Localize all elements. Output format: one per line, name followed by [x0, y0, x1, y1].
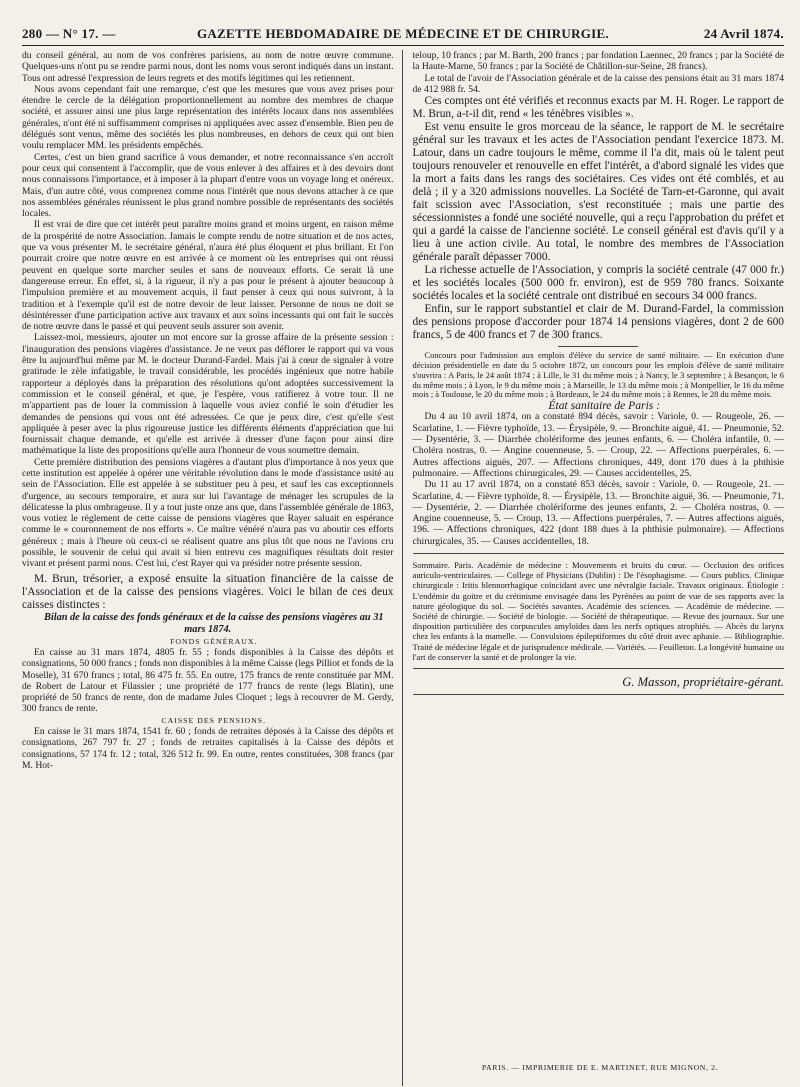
- paragraph: Enfin, sur le rapport substantiel et clair de M. Durand-Fardel, la commission des pensions propose d'accorder pour 1874 14 pensions viagères, dont 2 de 600 francs, 5 de 400 francs et 7 de 300 francs.: [412, 303, 784, 342]
- right-column: [402, 50, 785, 1086]
- paragraph: Certes, c'est un bien grand sacrifice à vous demander, et notre reconnaissance s'en accroît pour ceux qui consentent à l'accomplir, que de vous enlever à des affaires et à des devoirs dont nous connaissons l'importance, et à imposer à la plupart d'entre vous un voyage long et onéreux. Mais, d'un autre côté, vous comprenez comme nous l'intérêt que nous devons attacher à ce que nos assemblées générales réunissent le plus grand nombre possible de représentants des sociétés locales.: [22, 151, 394, 220]
- paragraph: En caisse au 31 mars 1874, 4805 fr. 55 ; fonds disponibles à la Caisse des dépôts et consignations, 50 000 francs ; fonds non disponibles à la même Caisse (legs Pilliot et fonds de la Moselle), 31 670 francs ; total, 86 475 fr. 55. En outre, 175 francs de rente constituée par MM. de Robert de Latour et Filassier ; une propriété de 177 francs de rente (legs Blatin), une propriété de 50 francs de rente, don de madame Jules Cloquet ; legs à recouvrer de M. Gerdy, 300 francs de rente.: [22, 646, 394, 715]
- paragraph: Du 4 au 10 avril 1874, on a constaté 894 décès, savoir : Variole, 0. — Rougeole, 26. — Scarlatine, 1. — Fièvre typhoïde, 13. — Érysipèle, 9. — Bronchite aiguë, 41. — Pneumonie, 52. — Dysentérie, 3. — Diarrhée cholériforme des jeunes enfants, 6. — Choléra infantile, 0. — Choléra nostras, 0. — Angine couenneuse, 5. — Croup, 22. — Affections puerpérales, 6. — Autres affections aiguës, 207. — Affections chroniques, 449, dont 170 dues à la phthisie pulmonaire. — Affections chirurgicales, 29. — Causes accidentelles, 25.: [412, 411, 784, 479]
- paragraph: La richesse actuelle de l'Association, y compris la société centrale (47 000 fr.) et les sociétés locales (500 000 fr. environ), est de 959 780 francs. Soixante sociétés locales et la société centrale ont distribué en secours 34 000 francs.: [412, 264, 784, 303]
- paragraph: Nous avons cependant fait une remarque, c'est que les mesures que vous avez prises pour étendre le cercle de la délégation proportionnellement au nombre des membres de chaque société, et assurer ainsi une plus large représentation des intérêts locaux dans nos assemblées générales, n'ont été ni suffisamment comprises ni appliquées avec assez d'ensemble. Bien peu de délégués sont venus, même des sociétés les plus nombreuses, en dehors de ceux qui ont bien voulu remplacer MM. les présidents empêchés.: [22, 83, 394, 152]
- paragraph: Laissez-moi, messieurs, ajouter un mot encore sur la grosse affaire de la présente session : l'inauguration des pensions viagères d'assistance. Je ne veux pas déflorer le rapport qui va vous être lu aujourd'hui même par M. le docteur Durand-Fardel. Mais j'ai à cœur de signaler à votre gratitude le zèle infatigable, le travail considérable, les procédés ingénieux que notre habile rapporteur a déployés dans la préparation des résolutions qu'ont adoptées successivement la commission et le conseil général, et que, je l'espère, vous ratifierez à votre tour. Il ne m'appartient pas de louer la commission à laquelle vous aviez confié le soin d'étudier les demandes de pensions qui vous ont été adressées. Ce que je peux dire, c'est qu'elle s'est appliquée à peser avec la plus rigoureuse justice les différents éléments d'appréciation que lui fournissait chaque demande, et qu'elle est arrivée à dresser d'une façon pour ainsi dire mathématique la liste des propositions qu'elle aura l'honneur de vous soumettre demain.: [22, 332, 394, 457]
- sommaire: Sommaire. Paris. Académie de médecine : Mouvements et bruits du cœur. — Occlusion des orifices auriculo-ventriculaires. — College of Physicians (Dublin) : De l'ésophagisme. — Cours publics. Clinique chirurgicale : Iritis blennorrhagique coïncidant avec une névralgie faciale. Travaux originaux. Étiologie : L'endémie du goitre et du crétinisme envisagée dans les Pyrénées au point de vue de ses rapports avec la nature géologique du sol. — Sociétés savantes. Académie des sciences. — Académie de médecine. — Société de chirurgie. — Société de biologie. — Société de thérapeutique. — Revue des journaux. Sur une disposition particulière des corpuscules amyloïdes dans les nerfs optiques atrophiés. — Abcès du larynx chez les enfants à la mamelle. — Convulsions épileptiformes du côté droit avec aphasie. — Bibliographie. Traité de médecine légale et de jurisprudence médicale. — Variétés. — Feuilleton. La longévité humaine ou l'art de conserver la santé et de prolonger la vie.: [412, 560, 784, 662]
- divider: [413, 553, 785, 554]
- paragraph-treasurer: M. Brun, trésorier, a exposé ensuite la situation financière de la caisse de l'Association et de la caisse des pensions viagères. Voici le bilan de ces deux caisses distinctes :: [22, 572, 394, 611]
- paragraph: Du 11 au 17 avril 1874, on a constaté 853 décès, savoir : Variole, 0. — Rougeole, 21. — Scarlatine, 4. — Fièvre typhoïde, 8. — Érysipèle, 13. — Bronchite aiguë, 36. — Pneumonie, 71. — Dysentérie, 2. — Diarrhée cholériforme des jeunes enfants, 2. — Choléra nostras, 0. — Angine couenneuse, 5. — Croup, 13. — Affections puerpérales, 7. — Autres affections aiguës, 196. — Affections chroniques, 422 (dont 188 dues à la phthisie pulmonaire). — Affections chirurgicales, 35. — Causes accidentelles, 18.: [412, 479, 784, 547]
- page-number: 280 — N° 17. —: [22, 26, 116, 41]
- paragraph: Est venu ensuite le gros morceau de la séance, le rapport de M. le secrétaire général sur les travaux et les actes de l'Association pendant l'exercice 1873. M. Latour, dans un cadre toujours le même, comme il l'a dit, mais où le talent peut toujours renouveler et renouvelle en effet l'intérêt, a d'abord signalé les vides que la mort a faits dans les rangs des sociétaires. Ces vides ont été comblés, et au delà ; il y a 320 admissions nouvelles. La Société de Tarn-et-Garonne, qui avait fait scission avec l'Association, s'est reconstituée ; mais une partie des sécessionnistes a fondé une société nouvelle, qui a reçu l'approbation du préfet et qui a gardé la caisse de l'ancienne société. Le conseil général est d'avis qu'il y a lieu à une action civile. Au total, le nombre des membres de l'Association générale paraît dépasser 7000.: [412, 121, 784, 264]
- divider: [413, 694, 785, 695]
- paragraph: du conseil général, au nom de vos confrères parisiens, au nom de notre œuvre commune. Quelques-uns n'ont pu se rendre parmi nous, dont les noms vous seront indiqués dans un instant. Tous ont adressé l'expression de leurs regrets et des motifs légitimes qui les retiennent.: [22, 50, 394, 84]
- divider: [413, 668, 785, 669]
- paragraph: teloup, 10 francs ; par M. Barth, 200 francs ; par fondation Laennec, 20 francs ; par la Société de la Haute-Marne, 50 francs ; par la Société de Châtillon-sur-Seine, 28 francs).: [412, 50, 784, 73]
- concours-notice: Concours pour l'admission aux emplois d'élève du service de santé militaire. — En exécution d'une décision présidentielle en date du 5 octobre 1872, un concours pour les emplois d'élève de santé militaire s'ouvrira : A Paris, le 24 août 1874 ; à Lille, le 31 du même mois ; à Nancy, le 3 septembre ; à Besançon, le 6 du même mois ; à Lyon, le 9 du même mois ; à Marseille, le 13 du même mois ; à Montpellier, le 16 du même mois ; à Toulouse, le 20 du même mois ; à Bordeaux, le 24 du même mois ; à Rennes, le 28 du même mois.: [412, 351, 784, 400]
- etat-sanitaire-title: État sanitaire de Paris :: [548, 399, 661, 413]
- paragraph: Cette première distribution des pensions viagères a d'autant plus d'importance à nos yeux que cette institution est appelée à opérer une véritable révolution dans le mode d'assistance usité au sein de l'Association. Elle est appelée à se substituer peu à peu, et sauf les cas exceptionnels d'urgence, au secours temporaire, et aura sur lui l'avantage de ménager les scrupules de la délicatesse la plus ombrageuse. Il y a tout juste onze ans que, dans l'assemblée générale de 1863, vous votiez le règlement de cette caisse de pensions viagères que Rayer saluait en espérance comme le « couronnement de nos efforts ». Ce maître vénéré n'aura pas vu aboutir ces efforts généreux ; mais à l'heure où ceux-ci se réalisent quatre ans plus tôt que nous ne l'avions cru possible, le souvenir de celui qui avait si bien entrevu ces magnifiques résultats doit rester vivant et présent parmi nous. C'est lui, c'est Rayer qui va présider notre présente session.: [22, 456, 394, 570]
- bilan-title: Bilan de la caisse des fonds généraux et de la caisse des pensions viagères au 31 mars 1874.: [43, 611, 384, 635]
- publisher-signature: G. Masson, propriétaire-gérant.: [622, 675, 784, 690]
- divider: [558, 346, 638, 347]
- printer-footer: PARIS. — IMPRIMERIE DE E. MARTINET, RUE MIGNON, 2.: [481, 1063, 719, 1072]
- page-header: [22, 26, 784, 46]
- issue-date: 24 Avril 1874.: [703, 26, 784, 41]
- journal-title: GAZETTE HEBDOMADAIRE DE MÉDECINE ET DE CHIRURGIE.: [196, 26, 610, 41]
- paragraph: Ces comptes ont été vérifiés et reconnus exacts par M. H. Roger. Le rapport de M. Brun, a-t-il dit, rend « les ténèbres visibles ».: [412, 95, 784, 121]
- paragraph: En caisse le 31 mars 1874, 1541 fr. 60 ; fonds de retraites déposés à la Caisse des dépôts et consignations, 267 797 fr. 27 ; fonds de retraites capitalisés à la Caisse des dépôts et consignations, 57 174 fr. 12 ; total, 326 512 fr. 99. En outre, rentes constituées, 308 francs (par M. Hot-: [22, 726, 394, 771]
- left-column: [22, 50, 402, 1086]
- caisse-pensions-heading: CAISSE DES PENSIONS.: [161, 715, 267, 725]
- paragraph: Le total de l'avoir de l'Association générale et de la caisse des pensions était au 31 mars 1874 de 412 988 fr. 54.: [412, 72, 784, 95]
- fonds-generaux-heading: FONDS GÉNÉRAUX.: [170, 636, 258, 646]
- paragraph: Il est vrai de dire que cet intérêt peut paraître moins grand et moins urgent, en raison même de la prospérité de notre Association. Jamais le compte rendu de notre situation et de nos actes, que va vous présenter M. le secrétaire général, n'aura été plus éloquent et plus brillant. Et l'on pourrait croire que notre œuvre en est arrivée à ce moment où les entreprises qui ont réussi peuvent en quelque sorte marcher seules et sans de nouveaux efforts. Ce serait là une dangereuse erreur. En effet, si, à la rigueur, il n'y a pas pour le présent à ajouter beaucoup à l'impulsion première et au mouvement acquis, il faut penser à ceux qui nous suivront, à la tradition et à l'exemple qu'il est de notre devoir de leur laisser. Personne de nous ne doit se désintéresser d'une participation active aux travaux et aux soins incessants qui ont fait le succès de notre œuvre dans le passé et qui peuvent seuls assurer son avenir.: [22, 219, 394, 333]
